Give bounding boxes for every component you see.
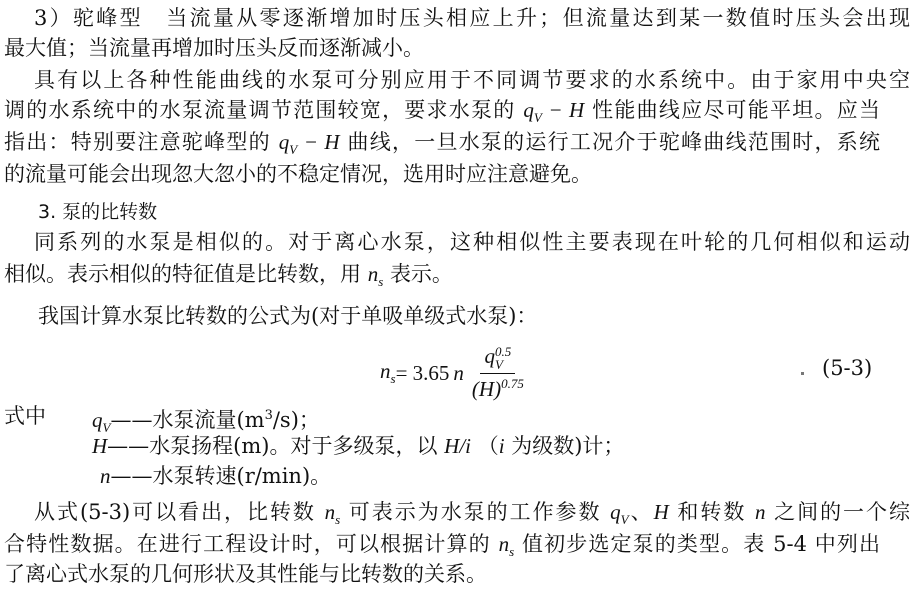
scan-dot <box>801 372 804 375</box>
definition-n: n——水泵转速(r/min)。 <box>100 464 332 488</box>
formula-numerator: q 0.5 V <box>480 344 515 374</box>
paragraph-line: 调的水系统中的水泵流量调节范围较宽，要求水泵的 $q_V - H$ 性能曲线应尽可能平坦。应当 <box>4 98 880 126</box>
paragraph-line: 最大值；当流量再增加时压头反而逐渐减小。 <box>4 36 424 60</box>
paragraph-line: 了离心式水泵的几何形状及其性能与比转数的关系。 <box>4 562 487 586</box>
paragraph-line: 的流量可能会出现忽大忽小的不稳定情况，选用时应注意避免。 <box>4 162 592 186</box>
paragraph-line: 合特性数据。在进行工程设计时，可以根据计算的 $n_s$ 值初步选定泵的类型。表 5-4 中列出 <box>4 532 881 560</box>
paragraph-line: 同系列的水泵是相似的。对于离心水泵，这种相似性主要表现在叶轮的几何相似和运动 <box>34 230 910 254</box>
formula-fraction <box>472 344 524 402</box>
where-label: 式中 <box>4 404 46 428</box>
formula-lhs: $n_s$ <box>380 359 396 387</box>
paragraph-line: 具有以上各种性能曲线的水泵可分别应用于不同调节要求的水系统中。由于家用中央空 <box>34 68 910 92</box>
paragraph-line: 指出：特别要注意驼峰型的 $q_V - H$ 曲线，一旦水泵的运行工况介于驼峰曲线范围时，系统 <box>4 130 880 158</box>
specific-speed-formula: $n_s$ = 3.65 n q 0.5 V $(H)^{0.75}$ <box>380 344 524 402</box>
equation-number: (5-3) <box>822 356 873 380</box>
definition-qv: $q_V——$水泵流量$(m^3/s)$； <box>92 408 320 436</box>
definition-h: H——水泵扬程(m)。对于多级泵，以 H/i （i 为级数)计； <box>92 434 625 458</box>
paragraph-line: 3）驼峰型 当流量从零逐渐增加时压头相应上升；但流量达到某一数值时压头会出现 <box>34 6 910 30</box>
formula-intro: 我国计算水泵比转数的公式为(对于单吸单级式水泵)： <box>38 304 538 328</box>
section-heading: 3. 泵的比转数 <box>38 201 158 223</box>
paragraph-line: 从式(5-3)可以看出，比转数 $n_s$ 可表示为水泵的工作参数 $q_V$、H 和转数 n 之间的一个综 <box>34 500 911 528</box>
paragraph-line: 相似。表示相似的特征值是比转数，用 $n_s$ 表示。 <box>4 262 453 290</box>
formula-denominator: $(H)^{0.75}$ <box>471 376 524 402</box>
